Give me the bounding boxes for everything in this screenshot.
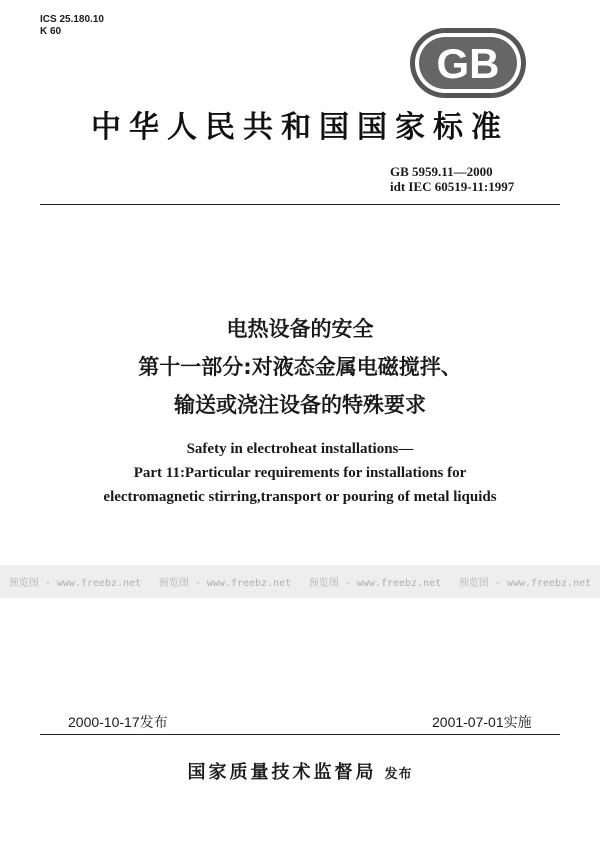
publish-label: 发布 bbox=[384, 767, 413, 782]
issue-date: 2000-10-17发布 bbox=[68, 714, 168, 730]
cn-title-line-2: 第十一部分:对液态金属电磁搅拌、 bbox=[138, 355, 462, 379]
watermark-text: 预览图 - www.freebz.net bbox=[458, 578, 592, 589]
watermark-text: 预览图 - www.freebz.net bbox=[308, 578, 442, 589]
national-standard-title: 中华人民共和国国家标准 bbox=[91, 110, 509, 145]
watermark-banner bbox=[0, 565, 600, 598]
footer-divider bbox=[40, 734, 560, 735]
standard-number-block bbox=[390, 164, 514, 194]
cn-title-line-3: 输送或浇注设备的特殊要求 bbox=[174, 393, 426, 417]
effective-date: 2001-07-01实施 bbox=[432, 714, 532, 730]
watermark-text: 预览图 - www.freebz.net bbox=[8, 578, 142, 589]
classification-code: K 60 bbox=[40, 26, 62, 37]
publishing-agency bbox=[0, 758, 600, 784]
agency-name: 国家质量技术监督局 bbox=[187, 762, 377, 783]
ics-code: ICS 25.180.10 bbox=[40, 14, 104, 25]
gb-number: GB 5959.11—2000 bbox=[390, 164, 493, 179]
en-title-line-3: electromagnetic stirring,transport or pouring of metal liquids bbox=[103, 489, 497, 505]
header-divider bbox=[40, 204, 560, 205]
gb-logo-text: GB bbox=[436, 40, 500, 87]
cn-title-line-1: 电热设备的安全 bbox=[226, 317, 374, 341]
en-title-line-2: Part 11:Particular requirements for installations for bbox=[133, 465, 467, 481]
en-title-line-1: Safety in electroheat installations— bbox=[186, 441, 414, 457]
watermark-text: 预览图 - www.freebz.net bbox=[158, 578, 292, 589]
gb-logo bbox=[410, 28, 526, 98]
ics-code-block bbox=[40, 14, 104, 38]
iec-equivalent: idt IEC 60519-11:1997 bbox=[390, 179, 515, 194]
